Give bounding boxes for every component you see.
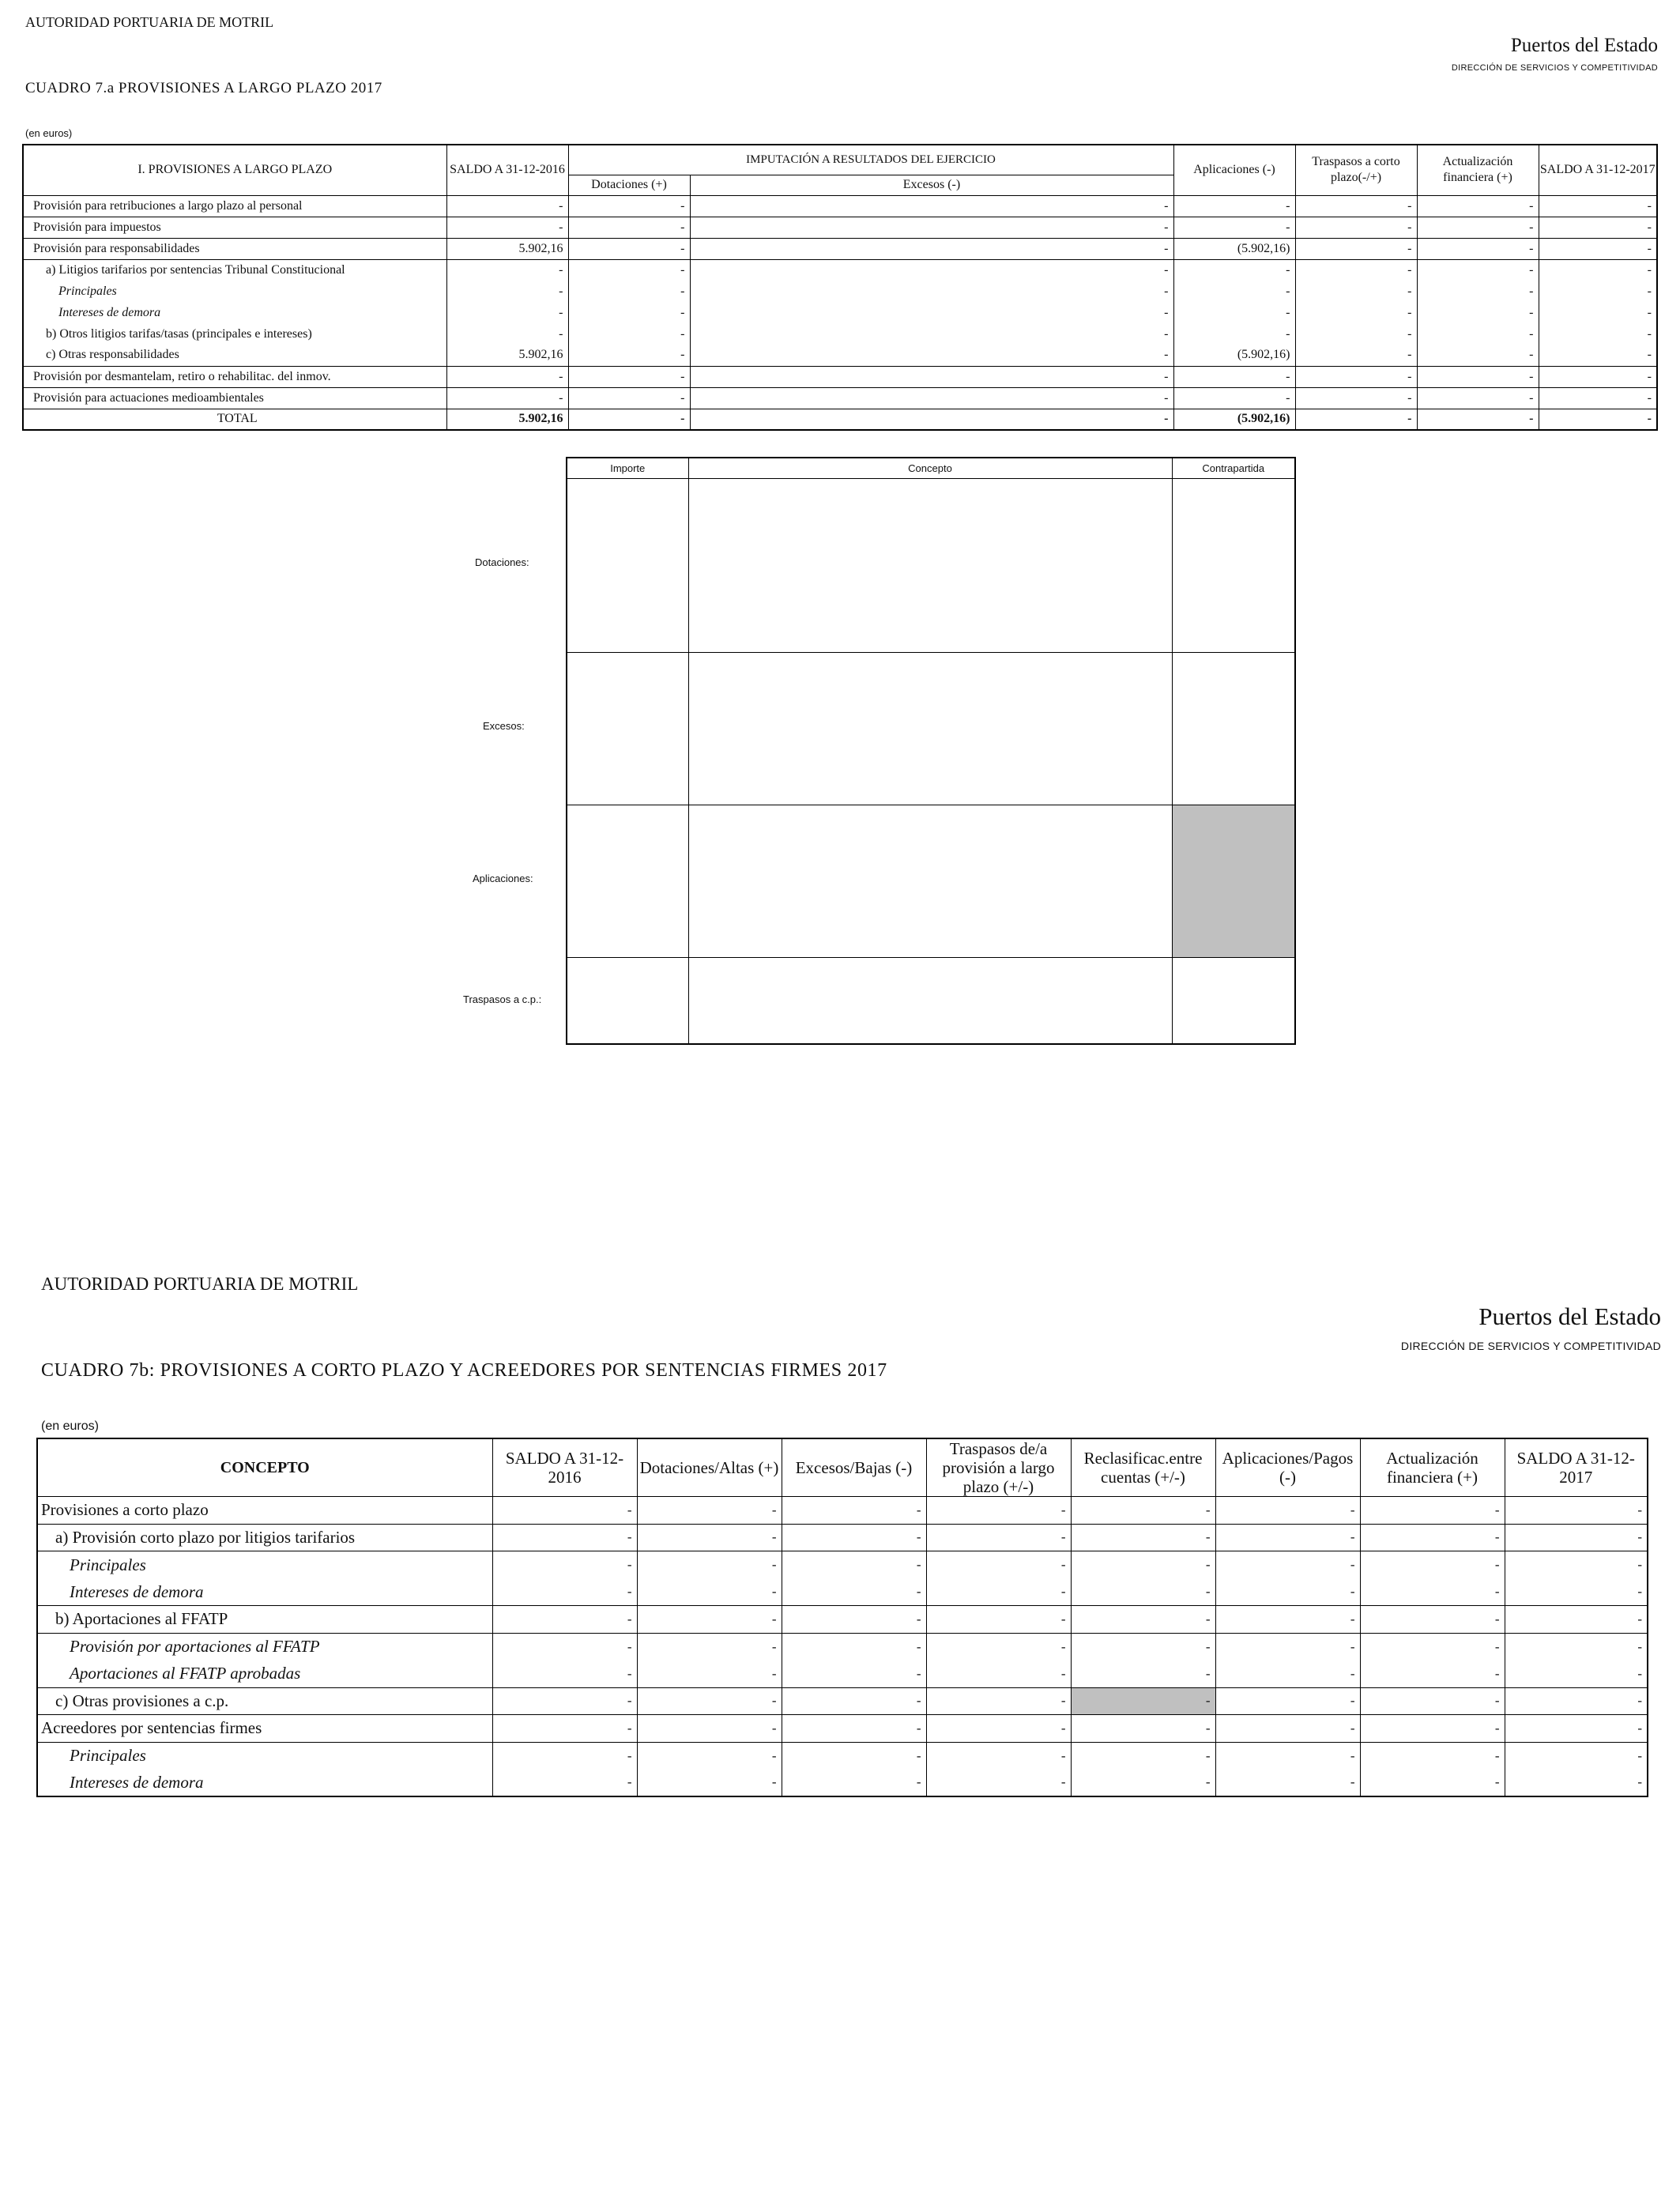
- row-value: -: [926, 1578, 1071, 1606]
- row-value: -: [1505, 1715, 1648, 1743]
- table-row: [23, 387, 1657, 409]
- row-value: -: [1360, 1606, 1505, 1634]
- row-value: -: [782, 1524, 926, 1551]
- row-value: -: [1071, 1578, 1215, 1606]
- row-value: -: [1505, 1497, 1648, 1525]
- row-value: -: [1417, 302, 1539, 323]
- row-value: -: [1505, 1524, 1648, 1551]
- row-value: -: [446, 217, 568, 238]
- row-value: -: [1071, 1661, 1215, 1688]
- row-value: -: [690, 302, 1173, 323]
- row-value: -: [637, 1661, 782, 1688]
- row-label: Intereses de demora: [23, 302, 446, 323]
- row-value: -: [782, 1578, 926, 1606]
- row-value: -: [637, 1524, 782, 1551]
- header-actualizacion: Actualización financiera (+): [1417, 145, 1539, 195]
- total-row: [23, 409, 1657, 430]
- row-value: -: [568, 345, 690, 366]
- authority-name-2: AUTORIDAD PORTUARIA DE MOTRIL: [41, 1274, 359, 1294]
- row-label: TOTAL: [23, 409, 446, 430]
- label-dotaciones: Dotaciones:: [475, 556, 529, 568]
- row-label: Provisión para retribuciones a largo plazo al personal: [23, 195, 446, 217]
- row-value: -: [568, 259, 690, 281]
- row-label: Provisión para actuaciones medioambientales: [23, 387, 446, 409]
- row-value: -: [637, 1770, 782, 1797]
- row-value: -: [1417, 195, 1539, 217]
- short-term-provisions-table: [36, 1438, 1648, 1797]
- row-value: -: [690, 345, 1173, 366]
- row-value: -: [782, 1606, 926, 1634]
- row-value: -: [1215, 1770, 1360, 1797]
- row-value: -: [926, 1551, 1071, 1579]
- row-value: -: [926, 1606, 1071, 1634]
- row-value: -: [446, 366, 568, 387]
- row-value: -: [637, 1606, 782, 1634]
- row-value: -: [1215, 1715, 1360, 1743]
- row-value: -: [782, 1687, 926, 1715]
- row-value: -: [1071, 1606, 1215, 1634]
- header-imputacion: IMPUTACIÓN A RESULTADOS DEL EJERCICIO: [568, 145, 1173, 175]
- row-value: -: [446, 195, 568, 217]
- row-value: -: [637, 1687, 782, 1715]
- units-note-2: (en euros): [41, 1419, 99, 1433]
- row-value: -: [1071, 1497, 1215, 1525]
- column-header: Actualización financiera (+): [1360, 1438, 1505, 1497]
- table-row: [23, 281, 1657, 302]
- table-row: [37, 1606, 1648, 1634]
- detail-cell: [567, 805, 688, 957]
- row-value: -: [1505, 1633, 1648, 1661]
- row-value: -: [1539, 281, 1657, 302]
- row-value: -: [1360, 1770, 1505, 1797]
- row-value: -: [568, 195, 690, 217]
- row-value: -: [782, 1742, 926, 1770]
- row-value: -: [492, 1524, 637, 1551]
- row-value: -: [1173, 302, 1295, 323]
- row-label: b) Aportaciones al FFATP: [37, 1606, 492, 1634]
- row-value: -: [1360, 1715, 1505, 1743]
- label-excesos: Excesos:: [483, 720, 525, 732]
- row-value: -: [782, 1551, 926, 1579]
- row-value: -: [1360, 1633, 1505, 1661]
- row-label: c) Otras provisiones a c.p.: [37, 1687, 492, 1715]
- row-label: Provisión por aportaciones al FFATP: [37, 1633, 492, 1661]
- detail-header-importe: Importe: [567, 458, 688, 478]
- row-value: -: [1071, 1687, 1215, 1715]
- column-header: Dotaciones/Altas (+): [637, 1438, 782, 1497]
- row-value: -: [1215, 1551, 1360, 1579]
- row-value: -: [1173, 323, 1295, 345]
- column-header: Reclasificac.entre cuentas (+/-): [1071, 1438, 1215, 1497]
- detail-cell: [1172, 478, 1295, 652]
- row-value: -: [926, 1715, 1071, 1743]
- row-value: -: [492, 1742, 637, 1770]
- row-value: -: [1505, 1578, 1648, 1606]
- detail-header-contrapartida: Contrapartida: [1172, 458, 1295, 478]
- row-value: (5.902,16): [1173, 238, 1295, 259]
- row-value: -: [690, 409, 1173, 430]
- row-value: -: [782, 1770, 926, 1797]
- row-value: -: [1215, 1578, 1360, 1606]
- row-label: Intereses de demora: [37, 1578, 492, 1606]
- row-value: -: [926, 1661, 1071, 1688]
- table-row: [37, 1770, 1648, 1797]
- row-value: -: [637, 1715, 782, 1743]
- brand-subtitle: DIRECCIÓN DE SERVICIOS Y COMPETITIVIDAD: [1451, 63, 1658, 73]
- table-row: [37, 1661, 1648, 1688]
- row-value: -: [637, 1551, 782, 1579]
- detail-row-aplicaciones: [567, 805, 1295, 957]
- detail-cell: [688, 957, 1172, 1044]
- row-value: -: [1295, 195, 1417, 217]
- row-value: -: [1417, 217, 1539, 238]
- row-value: -: [637, 1578, 782, 1606]
- row-value: -: [1360, 1524, 1505, 1551]
- row-value: (5.902,16): [1173, 409, 1295, 430]
- table-row: [23, 345, 1657, 366]
- row-value: -: [926, 1687, 1071, 1715]
- label-aplicaciones: Aplicaciones:: [473, 873, 533, 884]
- row-value: -: [446, 387, 568, 409]
- row-value: -: [1071, 1742, 1215, 1770]
- header-saldo-2016: SALDO A 31-12-2016: [446, 145, 568, 195]
- row-value: -: [1215, 1497, 1360, 1525]
- column-header: SALDO A 31-12-2017: [1505, 1438, 1648, 1497]
- row-value: -: [492, 1633, 637, 1661]
- column-header: Excesos/Bajas (-): [782, 1438, 926, 1497]
- row-label: Provisiones a corto plazo: [37, 1497, 492, 1525]
- row-value: -: [926, 1497, 1071, 1525]
- row-label: Acreedores por sentencias firmes: [37, 1715, 492, 1743]
- row-value: -: [568, 409, 690, 430]
- row-label: Provisión para impuestos: [23, 217, 446, 238]
- row-value: -: [492, 1687, 637, 1715]
- row-value: 5.902,16: [446, 238, 568, 259]
- row-value: -: [1539, 366, 1657, 387]
- header-traspasos: Traspasos a corto plazo(-/+): [1295, 145, 1417, 195]
- column-header: Aplicaciones/Pagos (-): [1215, 1438, 1360, 1497]
- row-value: -: [492, 1551, 637, 1579]
- header-excesos: Excesos (-): [690, 175, 1173, 195]
- row-value: -: [1295, 302, 1417, 323]
- row-value: -: [1360, 1742, 1505, 1770]
- detail-cell: [567, 957, 688, 1044]
- table-row: [23, 195, 1657, 217]
- row-value: -: [492, 1578, 637, 1606]
- row-label: Principales: [37, 1742, 492, 1770]
- row-value: -: [1417, 387, 1539, 409]
- table-row: [37, 1715, 1648, 1743]
- row-value: -: [782, 1661, 926, 1688]
- row-value: -: [690, 217, 1173, 238]
- row-value: -: [1360, 1578, 1505, 1606]
- table-row: [37, 1742, 1648, 1770]
- row-value: -: [492, 1770, 637, 1797]
- row-value: -: [1295, 238, 1417, 259]
- brand-name-2: Puertos del Estado: [1478, 1302, 1661, 1330]
- row-value: -: [1505, 1770, 1648, 1797]
- long-term-provisions-table: [22, 144, 1658, 431]
- detail-row-traspasos: [567, 957, 1295, 1044]
- row-value: -: [1071, 1551, 1215, 1579]
- row-value: -: [446, 259, 568, 281]
- row-value: -: [1539, 387, 1657, 409]
- brand-name: Puertos del Estado: [1510, 35, 1658, 56]
- row-value: -: [926, 1633, 1071, 1661]
- row-value: -: [1071, 1715, 1215, 1743]
- header-aplicaciones: Aplicaciones (-): [1173, 145, 1295, 195]
- row-value: -: [568, 238, 690, 259]
- detail-cell: [1172, 957, 1295, 1044]
- detail-cell: [688, 478, 1172, 652]
- row-label: a) Litigios tarifarios por sentencias Tribunal Constitucional: [23, 259, 446, 281]
- row-value: -: [1539, 217, 1657, 238]
- row-value: -: [782, 1497, 926, 1525]
- detail-cell: [688, 805, 1172, 957]
- row-value: -: [1539, 323, 1657, 345]
- row-value: -: [492, 1497, 637, 1525]
- row-value: -: [1505, 1606, 1648, 1634]
- row-value: -: [1295, 345, 1417, 366]
- row-value: -: [1215, 1633, 1360, 1661]
- header-dotaciones: Dotaciones (+): [568, 175, 690, 195]
- row-value: -: [1173, 387, 1295, 409]
- row-value: -: [568, 217, 690, 238]
- row-value: -: [568, 387, 690, 409]
- table-row: [37, 1578, 1648, 1606]
- row-value: -: [1539, 345, 1657, 366]
- row-value: 5.902,16: [446, 345, 568, 366]
- row-value: -: [1505, 1687, 1648, 1715]
- authority-name: AUTORIDAD PORTUARIA DE MOTRIL: [25, 14, 274, 30]
- row-value: -: [690, 259, 1173, 281]
- row-value: -: [1295, 323, 1417, 345]
- row-value: -: [782, 1715, 926, 1743]
- row-value: -: [1539, 302, 1657, 323]
- detail-cell: [688, 652, 1172, 805]
- row-value: -: [446, 323, 568, 345]
- detail-header-concepto: Concepto: [688, 458, 1172, 478]
- row-value: -: [1505, 1661, 1648, 1688]
- row-value: -: [1295, 387, 1417, 409]
- column-header: SALDO A 31-12-2016: [492, 1438, 637, 1497]
- header-concepto: CONCEPTO: [37, 1438, 492, 1497]
- page-title-2: CUADRO 7b: PROVISIONES A CORTO PLAZO Y ACREEDORES POR SENTENCIAS FIRMES 2017: [41, 1360, 887, 1381]
- row-label: Intereses de demora: [37, 1770, 492, 1797]
- row-value: -: [1360, 1661, 1505, 1688]
- row-value: -: [1173, 366, 1295, 387]
- row-value: -: [690, 195, 1173, 217]
- row-value: -: [1417, 366, 1539, 387]
- row-value: -: [690, 281, 1173, 302]
- detail-row-dotaciones: [567, 478, 1295, 652]
- row-value: -: [568, 323, 690, 345]
- row-label: Principales: [23, 281, 446, 302]
- units-note: (en euros): [25, 127, 73, 139]
- row-value: 5.902,16: [446, 409, 568, 430]
- row-value: -: [1295, 259, 1417, 281]
- row-value: -: [1071, 1524, 1215, 1551]
- row-value: -: [1173, 259, 1295, 281]
- detail-cell: [567, 478, 688, 652]
- row-value: -: [1360, 1497, 1505, 1525]
- row-label: Principales: [37, 1551, 492, 1579]
- row-value: -: [926, 1742, 1071, 1770]
- label-traspasos: Traspasos a c.p.:: [463, 993, 542, 1005]
- table-row: [37, 1551, 1648, 1579]
- row-value: -: [1295, 366, 1417, 387]
- table-row: [37, 1524, 1648, 1551]
- row-value: (5.902,16): [1173, 345, 1295, 366]
- row-value: -: [1295, 281, 1417, 302]
- row-value: -: [492, 1606, 637, 1634]
- row-value: -: [1215, 1524, 1360, 1551]
- table-row: [37, 1687, 1648, 1715]
- row-value: -: [492, 1661, 637, 1688]
- row-value: -: [1295, 409, 1417, 430]
- header-saldo-2017: SALDO A 31-12-2017: [1539, 145, 1657, 195]
- table-row: [23, 366, 1657, 387]
- row-value: -: [446, 302, 568, 323]
- row-label: a) Provisión corto plazo por litigios tarifarios: [37, 1524, 492, 1551]
- row-value: -: [1417, 345, 1539, 366]
- row-label: Aportaciones al FFATP aprobadas: [37, 1661, 492, 1688]
- table-row: [23, 217, 1657, 238]
- row-value: -: [690, 238, 1173, 259]
- header-concept: I. PROVISIONES A LARGO PLAZO: [23, 145, 446, 195]
- row-value: -: [446, 281, 568, 302]
- brand-subtitle-2: DIRECCIÓN DE SERVICIOS Y COMPETITIVIDAD: [1400, 1340, 1661, 1352]
- table-row: [37, 1633, 1648, 1661]
- row-value: -: [1215, 1661, 1360, 1688]
- row-value: -: [926, 1524, 1071, 1551]
- table-row: [23, 302, 1657, 323]
- row-value: -: [637, 1497, 782, 1525]
- row-value: -: [1173, 217, 1295, 238]
- row-value: -: [1215, 1687, 1360, 1715]
- row-label: b) Otros litigios tarifas/tasas (principales e intereses): [23, 323, 446, 345]
- row-value: -: [1417, 323, 1539, 345]
- row-value: -: [690, 387, 1173, 409]
- row-value: -: [568, 281, 690, 302]
- row-value: -: [1215, 1606, 1360, 1634]
- row-value: -: [637, 1742, 782, 1770]
- detail-row-excesos: [567, 652, 1295, 805]
- row-value: -: [1215, 1742, 1360, 1770]
- row-value: -: [1173, 281, 1295, 302]
- row-value: -: [1417, 409, 1539, 430]
- row-value: -: [926, 1770, 1071, 1797]
- table-row: [23, 238, 1657, 259]
- row-value: -: [690, 366, 1173, 387]
- table-row: [37, 1497, 1648, 1525]
- page-title: CUADRO 7.a PROVISIONES A LARGO PLAZO 2017: [25, 80, 382, 96]
- row-value: -: [1417, 238, 1539, 259]
- row-value: -: [1360, 1551, 1505, 1579]
- row-value: -: [1417, 259, 1539, 281]
- row-value: -: [1173, 195, 1295, 217]
- detail-cell: [567, 652, 688, 805]
- row-value: -: [568, 366, 690, 387]
- row-value: -: [1505, 1551, 1648, 1579]
- row-value: -: [1417, 281, 1539, 302]
- table-row: [23, 323, 1657, 345]
- row-value: -: [1505, 1742, 1648, 1770]
- row-label: Provisión para responsabilidades: [23, 238, 446, 259]
- movements-detail-grid: [566, 457, 1296, 1045]
- row-value: -: [637, 1633, 782, 1661]
- row-value: -: [1539, 238, 1657, 259]
- row-label: Provisión por desmantelam, retiro o rehabilitac. del inmov.: [23, 366, 446, 387]
- row-value: -: [1539, 195, 1657, 217]
- row-value: -: [1071, 1633, 1215, 1661]
- row-value: -: [1539, 259, 1657, 281]
- row-value: -: [1360, 1687, 1505, 1715]
- detail-cell-shaded: [1172, 805, 1295, 957]
- row-value: -: [1539, 409, 1657, 430]
- row-value: -: [782, 1633, 926, 1661]
- row-value: -: [690, 323, 1173, 345]
- row-value: -: [1071, 1770, 1215, 1797]
- column-header: Traspasos de/a provisión a largo plazo (+/-): [926, 1438, 1071, 1497]
- table-row: [23, 259, 1657, 281]
- row-label: c) Otras responsabilidades: [23, 345, 446, 366]
- row-value: -: [568, 302, 690, 323]
- row-value: -: [1295, 217, 1417, 238]
- row-value: -: [492, 1715, 637, 1743]
- detail-cell: [1172, 652, 1295, 805]
